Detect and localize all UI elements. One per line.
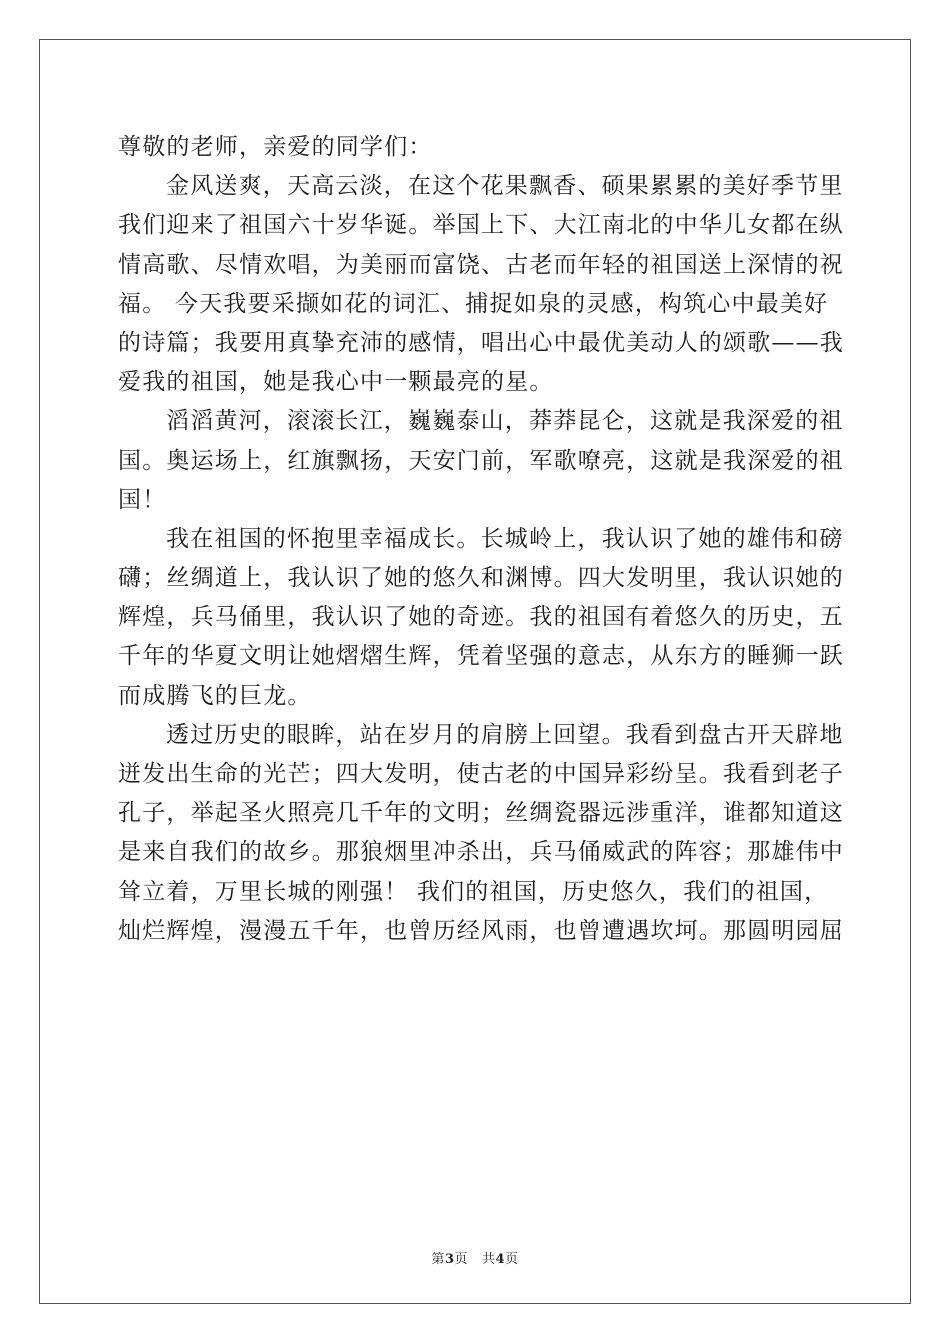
text-line: 我们迎来了祖国六十岁华诞。举国上下、大江南北的中华儿女都在纵 [118,212,844,239]
footer-total-pages: 4 [495,1252,506,1267]
text-line: 的诗篇；我要用真挚充沛的感情，唱出心中最优美动人的颂歌——我 [118,329,844,356]
document-body [118,128,844,951]
footer-total-prefix: 共 [482,1252,496,1267]
text-line: 辉煌，兵马俑里，我认识了她的奇迹。我的祖国有着悠久的历史，五 [118,604,844,631]
text-line: 滔滔黄河，滚滚长江，巍巍泰山，莽莽昆仑，这就是我深爱的祖 [166,408,844,435]
footer-page-suffix: 页 [454,1252,468,1267]
page-footer [0,1248,950,1267]
text-line: 灿烂辉煌，漫漫五千年，也曾历经风雨，也曾遭遇坎坷。那圆明园屈 [118,917,844,944]
text-line: 情高歌、尽情欢唱，为美丽而富饶、古老而年轻的祖国送上深情的祝 [118,251,844,278]
footer-total-suffix: 页 [505,1252,519,1267]
text-line: 我在祖国的怀抱里幸福成长。长城岭上，我认识了她的雄伟和磅 [166,525,844,552]
text-line: 是来自我们的故乡。那狼烟里冲杀出，兵马俑威武的阵容；那雄伟中 [118,839,844,866]
text-line: 迸发出生命的光芒；四大发明，使古老的中国异彩纷呈。我看到老子 [118,761,844,787]
text-line: 国！ [118,486,167,513]
text-line: 而成腾飞的巨龙。 [118,682,312,709]
text-line: 福。 今天我要采撷如花的词汇、捕捉如泉的灵感，构筑心中最美好 [118,290,829,317]
footer-page-prefix: 第 [431,1252,445,1267]
text-line: 爱我的祖国，她是我心中一颗最亮的星。 [118,369,554,396]
text-line: 孔子，举起圣火照亮几千年的文明；丝绸瓷器远涉重洋，谁都知道这 [118,800,844,827]
footer-page-number: 3 [444,1252,455,1267]
text-line: 千年的华夏文明让她熠熠生辉，凭着坚强的意志，从东方的睡狮一跃 [118,643,844,670]
text-line: 耸立着，万里长城的刚强！ 我们的祖国，历史悠久，我们的祖国， [118,878,829,905]
text-line: 金风送爽，天高云淡，在这个花果飘香、硕果累累的美好季节里 [166,173,844,200]
text-line: 尊敬的老师，亲爱的同学们： [118,134,433,160]
text-line: 礴；丝绸道上，我认识了她的悠久和渊博。四大发明里，我认识她的 [118,565,844,592]
text-line: 透过历史的眼眸，站在岁月的肩膀上回望。我看到盘古开天辟地 [166,721,844,748]
text-line: 国。奥运场上，红旗飘扬，天安门前，军歌嘹亮，这就是我深爱的祖 [118,447,844,474]
